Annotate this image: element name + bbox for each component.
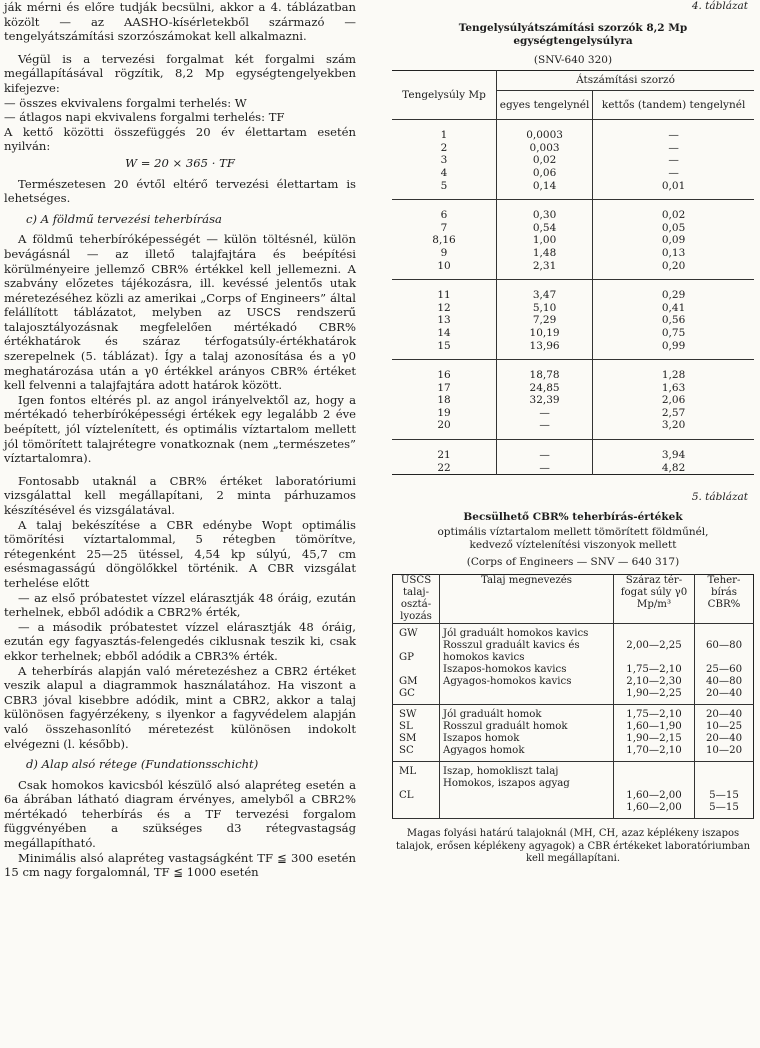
table4-cell-tandem: — bbox=[593, 154, 754, 167]
table5-line-name: Iszap, homokliszt talaj bbox=[443, 766, 559, 778]
table5-line-cbr: 20—40 bbox=[705, 709, 743, 721]
paragraph-second-sample: — a második próbatestet vízzel elárasztják 48 óráig, ezután egy fagyasztás-felengedés ciklusnak teszik ki, csak ekkor terhelnek; ebből adódik a CBR3% érték. bbox=[4, 619, 356, 663]
table4-title-line1: Tengelysúlyátszámítási szorzók 8,2 Mp bbox=[458, 22, 688, 34]
paragraph-gravel: Csak homokos kavicsból készülő alsó alapréteg esetén a 6a ábrában látható diagram érvényes, amelyből a CBR2% mértékadó teherbírás és a TF tervezési forgalom függvényében a szükséges d3 rétegvastagság megállapítható. bbox=[4, 777, 356, 851]
table5-line-name: Iszapos homok bbox=[443, 733, 520, 745]
table5-body bbox=[393, 624, 754, 819]
table4-cell-single: 24,85 bbox=[497, 382, 593, 395]
table5-line-code: GM bbox=[399, 676, 418, 688]
table4-row bbox=[392, 200, 754, 222]
table5-sub3: (Corps of Engineers — SNV — 640 317) bbox=[466, 556, 680, 569]
paragraph-w: — összes ekvivalens forgalmi terhelés: W bbox=[4, 95, 247, 110]
table5-group-row bbox=[393, 705, 754, 762]
table4-cell-tandem: — bbox=[593, 120, 754, 142]
table5-line-cbr: 10—25 bbox=[705, 721, 743, 733]
table4-cell-single: 1,00 bbox=[497, 234, 593, 247]
table4-cell-tandem: 0,05 bbox=[593, 222, 754, 235]
table4-col-group: Átszámítási szorzó bbox=[497, 71, 755, 91]
table4-row bbox=[392, 222, 754, 235]
table4-col-tandem: kettős (tandem) tengelynél bbox=[593, 90, 754, 120]
table5-line-code: SL bbox=[399, 721, 413, 733]
table4-cell-axle: 7 bbox=[440, 221, 448, 234]
table4-row bbox=[392, 120, 754, 142]
table4-cell-tandem: 0,20 bbox=[593, 260, 754, 280]
table5-line-code: SC bbox=[399, 745, 414, 757]
table4-body bbox=[392, 120, 754, 475]
table5-cell-cbr bbox=[695, 624, 754, 705]
table4-cell-tandem: 0,01 bbox=[593, 180, 754, 200]
table4-cell-axle: 14 bbox=[437, 326, 451, 339]
table4-cell-single: 13,96 bbox=[497, 340, 593, 360]
table4-cell-tandem: 2,57 bbox=[593, 407, 754, 420]
table5-line-density: 1,90—2,25 bbox=[626, 688, 682, 700]
table4-cell-single: 0,14 bbox=[497, 180, 593, 200]
table5-line-code: ML bbox=[399, 766, 417, 778]
table4-col-axle: Tengelysúly Mp bbox=[392, 71, 497, 120]
table4-cell-axle: 2 bbox=[440, 141, 448, 154]
paragraph-lifetime: Természetesen 20 évtől eltérő tervezési élettartam is lehetséges. bbox=[4, 176, 356, 206]
table5-line-density: 2,10—2,30 bbox=[626, 676, 682, 688]
table4-cell-tandem: 1,63 bbox=[593, 382, 754, 395]
table5-line-name: Jól graduált homokos kavics bbox=[443, 628, 589, 640]
table4-row bbox=[392, 247, 754, 260]
table4-row bbox=[392, 234, 754, 247]
table5-line-name: Rosszul graduált homok bbox=[443, 721, 568, 733]
table4-cell-single: 2,31 bbox=[497, 260, 593, 280]
paragraph-2: Végül is a tervezési forgalmat két forgalmi szám megállapításával rögzítik, 8,2 Mp egységtengelyekben kifejezve: bbox=[4, 51, 356, 95]
table4-cell-axle: 11 bbox=[437, 289, 451, 302]
table4-cell-axle: 15 bbox=[392, 340, 497, 360]
table4-subtitle: (SNV-640 320) bbox=[533, 54, 613, 66]
table4-cell-tandem: 0,75 bbox=[593, 327, 754, 340]
table4-cell-single: — bbox=[497, 462, 593, 475]
table4-cell-single: 7,29 bbox=[497, 314, 593, 327]
table4-row bbox=[392, 419, 754, 439]
table4-cell-axle: 8,16 bbox=[432, 234, 456, 247]
table4-cell-single: 3,47 bbox=[497, 280, 593, 302]
table5-line-name: Agyagos homok bbox=[443, 745, 525, 757]
paragraph-minimum: Minimális alsó alapréteg vastagságként TF ≦ 300 esetén 15 cm nagy forgalomnál, TF ≦ 1000 esetén bbox=[4, 850, 356, 880]
table5-line-cbr: 60—80 bbox=[705, 640, 743, 652]
table5-line-density: 1,60—2,00 1,60—2,00 bbox=[626, 790, 682, 814]
table5-line-density: 2,00—2,25 bbox=[626, 640, 682, 652]
table5-line-density: 1,75—2,10 bbox=[626, 709, 682, 721]
right-column bbox=[392, 0, 754, 866]
table4-row bbox=[392, 327, 754, 340]
table5 bbox=[392, 574, 754, 819]
table4-cell-tandem: 0,13 bbox=[593, 247, 754, 260]
table4-cell-single: 32,39 bbox=[497, 394, 593, 407]
table4-cell-tandem: — bbox=[593, 142, 754, 155]
table5-line-name: Iszapos-homokos kavics bbox=[443, 664, 567, 676]
table5-line-name: Agyagos-homokos kavics bbox=[443, 676, 572, 688]
table4-row bbox=[392, 280, 754, 302]
table4-row bbox=[392, 302, 754, 315]
table4-row bbox=[392, 167, 754, 180]
table4-cell-single: 18,78 bbox=[497, 360, 593, 382]
table4-cell-tandem: 3,94 bbox=[593, 440, 754, 462]
table4 bbox=[392, 70, 754, 475]
table4-cell-single: 0,003 bbox=[497, 142, 593, 155]
table4-cell-axle: 13 bbox=[437, 314, 451, 327]
table4-cell-axle: 17 bbox=[437, 381, 451, 394]
table5-line-density: 1,60—1,90 bbox=[626, 721, 682, 733]
table5-label: 5. táblázat bbox=[691, 491, 748, 504]
table4-row bbox=[392, 260, 754, 280]
table4-cell-tandem: 2,06 bbox=[593, 394, 754, 407]
table5-line-code: GP bbox=[399, 652, 414, 664]
table5-line-code: GW bbox=[399, 628, 418, 640]
table5-line-cbr: 5—15 5—15 bbox=[709, 790, 739, 814]
paragraph-dimensioning: A teherbírás alapján való méretezéshez a CBR2 értéket veszik alapul a diagrammok használatához. Ha viszont a CBR3 jóval kisebbre adódik, mint a CBR2, akkor a talaj különösen fagyérzékeny, s ilyenkor a fagyvédelem alapján való összehasonlító méretezést különösen indokolt elvégezni (l. később). bbox=[4, 663, 356, 751]
table5-line-cbr: 20—40 bbox=[705, 688, 743, 700]
table4-cell-single: 0,30 bbox=[497, 200, 593, 222]
table4-cell-single: — bbox=[497, 419, 593, 439]
table4-cell-tandem: 0,02 bbox=[593, 200, 754, 222]
table4-row bbox=[392, 360, 754, 382]
paragraph-tf: — átlagos napi ekvivalens forgalmi terhelés: TF bbox=[4, 110, 285, 125]
table4-cell-axle: 5 bbox=[392, 180, 497, 200]
table5-line-name: Jól graduált homok bbox=[443, 709, 542, 721]
table5-line-density: 1,90—2,15 bbox=[626, 733, 682, 745]
table4-cell-tandem: 4,82 bbox=[593, 462, 754, 475]
table4-cell-tandem: 0,09 bbox=[593, 234, 754, 247]
table5-line-code: CL bbox=[399, 790, 414, 802]
heading-c: c) A földmű tervezési teherbírása bbox=[26, 211, 222, 226]
table4-cell-axle: 10 bbox=[392, 260, 497, 280]
left-column bbox=[4, 0, 356, 880]
table5-cell-code bbox=[393, 762, 440, 819]
table5-cell-cbr bbox=[695, 762, 754, 819]
table5-col-density: Száraz tér-fogat súly γ0 Mp/m³ bbox=[614, 575, 695, 624]
table4-row bbox=[392, 142, 754, 155]
table4-row bbox=[392, 462, 754, 475]
table4-row bbox=[392, 314, 754, 327]
table4-cell-single: 0,54 bbox=[497, 222, 593, 235]
table5-cell-cbr bbox=[695, 705, 754, 762]
table5-line-code: SM bbox=[399, 733, 417, 745]
table5-cell-name bbox=[440, 624, 614, 705]
paragraph-1: ják mérni és előre tudják becsülni, akkor a 4. táblázatban közölt — az AASHO-kísérletekből származó — tengelyátszámítási szorzószámokat kell alkalmazni. bbox=[4, 0, 356, 44]
table4-cell-tandem: — bbox=[593, 167, 754, 180]
table4-title-line2: egységtengelysúlyra bbox=[513, 35, 633, 47]
table5-line-cbr: 20—40 bbox=[705, 733, 743, 745]
table4-cell-axle: 16 bbox=[437, 369, 451, 382]
table5-line-cbr: 25—60 bbox=[705, 664, 743, 676]
table5-col-uscs: USCS talaj-osztá-lyozás bbox=[393, 575, 440, 624]
table4-cell-axle: 4 bbox=[440, 166, 448, 179]
table5-line-cbr: 40—80 bbox=[705, 676, 743, 688]
table4-cell-single: 1,48 bbox=[497, 247, 593, 260]
table5-sub2: kedvező víztelenítési viszonyok mellett bbox=[469, 539, 677, 552]
table5-line-name: Homokos, iszapos agyag bbox=[443, 778, 570, 790]
table4-cell-tandem: 0,29 bbox=[593, 280, 754, 302]
table5-sub1: optimális víztartalom mellett tömörített földműnél, bbox=[437, 526, 709, 539]
table5-note: Magas folyási határú talajoknál (MH, CH, azaz képlékeny iszapos talajok, erősen képlékeny agyagok) a CBR értékeket laboratóriumban kell megállapítani. bbox=[395, 828, 751, 865]
table5-cell-name bbox=[440, 762, 614, 819]
table4-cell-single: 0,02 bbox=[497, 154, 593, 167]
table5-cell-code bbox=[393, 705, 440, 762]
paragraph-first-sample: — az első próbatestet vízzel elárasztják 48 óráig, ezután terhelnek, ebből adódik a CBR2% érték, bbox=[4, 590, 356, 620]
table5-cell-code bbox=[393, 624, 440, 705]
table4-cell-axle: 1 bbox=[440, 129, 448, 142]
paragraph-lab: Fontosabb utaknál a CBR% értéket laboratóriumi vizsgálattal kell megállapítani, 2 minta párhuzamos készítésével és vizsgálatával. bbox=[4, 473, 356, 517]
table4-label: 4. táblázat bbox=[691, 0, 748, 12]
table5-line-density: 1,75—2,10 bbox=[626, 664, 682, 676]
table4-cell-axle: 9 bbox=[440, 246, 448, 259]
table5-group-row bbox=[393, 624, 754, 705]
table4-row bbox=[392, 340, 754, 360]
paragraph-relation: A kettő közötti összefüggés 20 év élettartam esetén nyilván: bbox=[4, 124, 356, 154]
formula: W = 20 × 365 · TF bbox=[125, 155, 235, 170]
table5-line-density bbox=[617, 766, 691, 790]
table5-line-cbr: 10—20 bbox=[705, 745, 743, 757]
table4-cell-axle: 20 bbox=[392, 419, 497, 439]
table4-cell-single: — bbox=[497, 440, 593, 462]
table5-line-code: GC bbox=[399, 688, 415, 700]
table5-cell-density bbox=[614, 762, 695, 819]
table5-group-row bbox=[393, 762, 754, 819]
table4-cell-axle: 18 bbox=[437, 394, 451, 407]
table4-row bbox=[392, 394, 754, 407]
table4-cell-axle: 19 bbox=[437, 406, 451, 419]
table4-row bbox=[392, 382, 754, 395]
table5-col-name: Talaj megnevezés bbox=[440, 575, 614, 624]
table5-title: Becsülhető CBR% teherbírás-értékek bbox=[463, 511, 683, 524]
table4-cell-single: 5,10 bbox=[497, 302, 593, 315]
table4-cell-single: 0,0003 bbox=[497, 120, 593, 142]
table4-cell-axle: 6 bbox=[440, 209, 448, 222]
table5-line-density: 1,70—2,10 bbox=[626, 745, 682, 757]
paragraph-english: Igen fontos eltérés pl. az angol irányelvektől az, hogy a mértékadó teherbíróképességi értékek egy legalább 2 éve beépített, jól víztelenített, és optimális víztartalom mellett jól tömörített talajrétegre vonatkoznak (nem „természetes” víztartalomra). bbox=[4, 392, 356, 466]
table4-cell-tandem: 0,56 bbox=[593, 314, 754, 327]
table4-cell-axle: 22 bbox=[437, 461, 451, 474]
table5-line-code: SW bbox=[399, 709, 417, 721]
table4-col-single: egyes tengelynél bbox=[497, 90, 593, 120]
table4-cell-tandem: 3,20 bbox=[593, 419, 754, 439]
table4-row bbox=[392, 154, 754, 167]
table4-cell-axle: 21 bbox=[437, 449, 451, 462]
table5-cell-name bbox=[440, 705, 614, 762]
table4-cell-single: 10,19 bbox=[497, 327, 593, 340]
table4-cell-tandem: 0,99 bbox=[593, 340, 754, 360]
table5-cell-density bbox=[614, 624, 695, 705]
table4-cell-tandem: 1,28 bbox=[593, 360, 754, 382]
table4-row bbox=[392, 407, 754, 420]
table4-cell-tandem: 0,41 bbox=[593, 302, 754, 315]
table4-cell-axle: 3 bbox=[440, 154, 448, 167]
table4-row bbox=[392, 440, 754, 462]
table4-cell-single: — bbox=[497, 407, 593, 420]
table5-cell-density bbox=[614, 705, 695, 762]
table4-cell-axle: 12 bbox=[437, 301, 451, 314]
paragraph-foldmu: A földmű teherbíróképességét — külön töltésnél, külön bevágásnál — az illető talajfajtára és beépítési körülményeire jellemző CBR% értékkel kell jellemezni. A szabvány előzetes tájékozásra, ill. kevéssé jelentős utak méretezéséhez közli az amerikai „Corps of Engineers” által felállított táblázatot, melyben az USCS rendszerű talajosztályozásnak megfelelően mértékadó CBR% értékhatárok és száraz térfogatsúly-értékhatárok szerepelnek (5. táblázat). Így a talaj azonosítása és a γ0 meghatározása után a γ0 értékkel arányos CBR% értéket kell felvenni a talajfajtára adott határok között. bbox=[4, 232, 356, 393]
table5-line-name: Rosszul graduált kavics és homokos kavics bbox=[443, 640, 580, 664]
table5-col-cbr: Teher-bírás CBR% bbox=[695, 575, 754, 624]
table4-row bbox=[392, 180, 754, 200]
paragraph-cbr-prep: A talaj bekészítése a CBR edénybe Wopt optimális tömörítési víztartalommal, 5 rétegben tömörítve, rétegenként 25—25 ütéssel, 4,54 kp súlyú, 45,7 cm esésmagasságú döngölőkkel történik. A CBR vizsgálat terhelése előtt bbox=[4, 517, 356, 590]
table4-cell-single: 0,06 bbox=[497, 167, 593, 180]
table5-line-cbr bbox=[698, 766, 750, 790]
heading-d: d) Alap alsó rétege (Fundationsschicht) bbox=[26, 757, 259, 772]
